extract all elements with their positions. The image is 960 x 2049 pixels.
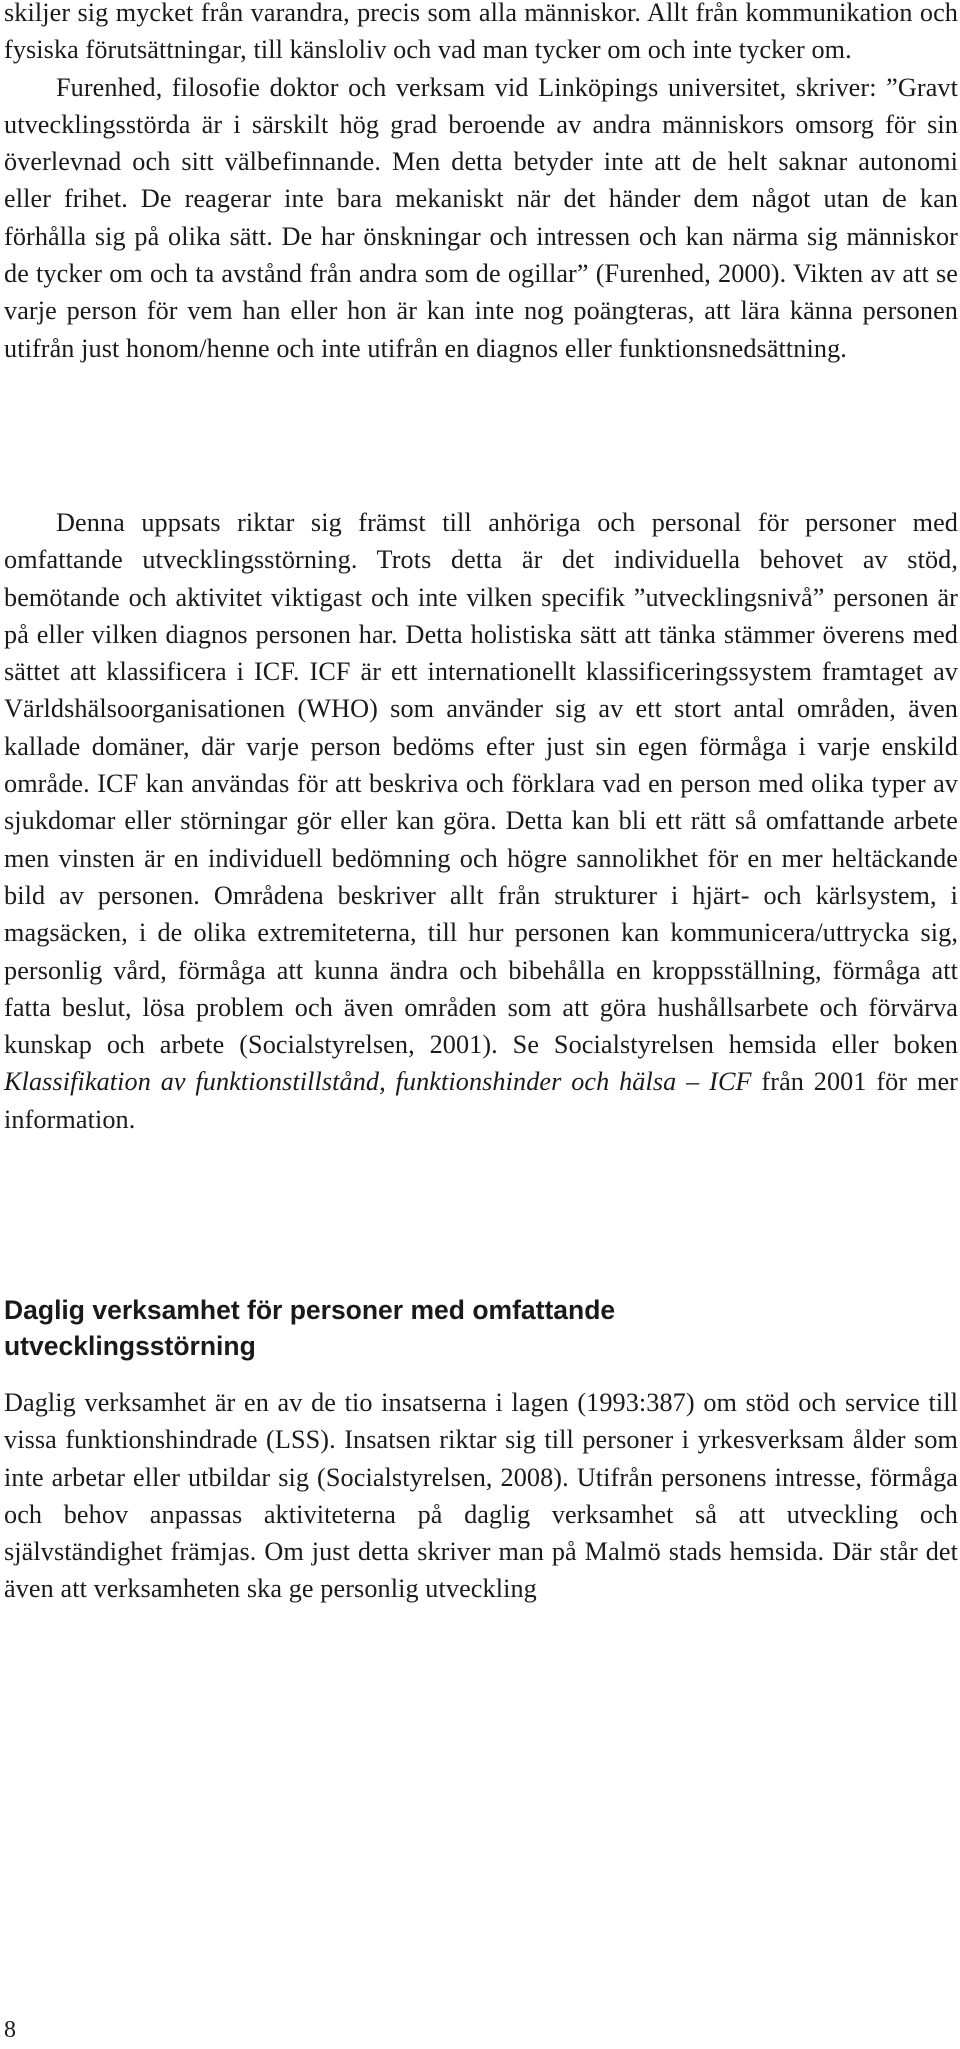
paragraph-continuation: skiljer sig mycket från varandra, precis som alla människor. Allt från kommunikation och fysiska förutsättningar, till känsloliv och vad man tycker om och inte tycker om. — [4, 0, 958, 65]
paragraph-icf-end: från 2001 för mer information. — [4, 1067, 958, 1134]
body-text-top — [4, 0, 958, 367]
book-title: Klassifikation av funktionstillstånd, funktionshinder och hälsa – ICF — [4, 1067, 752, 1097]
paragraph-icf-text: Denna uppsats riktar sig främst till anhöriga och personal för personer med omfattande utvecklingsstörning. Trots detta är det individuella behovet av stöd, bemötande och aktivitet viktigast och inte vilken specifik ”utvecklingsnivå” personen är på eller vilken diagnos personen har. Detta holistiska sätt att tänka stämmer överens med sättet att klassificera i ICF. ICF är ett internationellt klassificeringssystem framtaget av Världshälsoorganisationen (WHO) som använder sig av ett stort antal områden, även kallade domäner, där varje person bedöms efter just sin egen förmåga i varje enskild område. ICF kan användas för att beskriva och förklara vad en person med olika typer av sjukdomar eller störningar gör eller kan göra. Detta kan bli ett rätt så omfattande arbete men vinsten är en individuell bedömning och högre sannolikhet för en mer heltäckande bild av personen. Områdena beskriver allt från strukturer i hjärt- och kärlsystem, i magsäcken, i de olika extremiteterna, till hur personen kan kommunicera/uttrycka sig, personlig vård, förmåga att kunna ändra och bibehålla en kroppsställning, förmåga att fatta beslut, lösa problem och även områden som att göra hushållsarbete och förvärva kunskap och arbete (Socialstyrelsen, 2001). Se Socialstyrelsen hemsida eller boken — [4, 508, 958, 1060]
page-number: 8 — [4, 2017, 16, 2043]
body-text-icf — [4, 504, 958, 1138]
paragraph-icf — [4, 504, 958, 1138]
paragraph-daglig-verksamhet: Daglig verksamhet är en av de tio insatserna i lagen (1993:387) om stöd och service till vissa funktionshindrade (LSS). Insatsen riktar sig till personer i yrkesverksam ålder som inte arbetar eller utbildar sig (Socialstyrelsen, 2008). Utifrån personens intresse, förmåga och behov anpassas aktiviteterna på daglig verksamhet så att utveckling och självständighet främjas. Om just detta skriver man på Malmö stads hemsida. Där står det även att verksamheten ska ge personlig utveckling — [4, 1388, 958, 1604]
section-heading: Daglig verksamhet för personer med omfattande utvecklingsstörning — [4, 1295, 616, 1361]
body-text-daglig-verksamhet — [4, 1384, 958, 1608]
paragraph-furenhed-quote: Furenhed, filosofie doktor och verksam vid Linköpings universitet, skriver: ”Gravt utvecklingsstörda är i särskilt hög grad beroende av andra människors omsorg för sin överlevnad och sitt välbefinnande. Men detta betyder inte att de helt saknar autonomi eller frihet. De reagerar inte bara mekaniskt när det händer dem något utan de kan förhålla sig på olika sätt. De har önskningar och intressen och kan närma sig människor de tycker om och ta avstånd från andra som de ogillar” (Furenhed, 2000). Vikten av att se varje person för vem han eller hon är kan inte nog poängteras, att lära känna personen utifrån just honom/henne och inte utifrån en diagnos eller funktionsnedsättning. — [4, 72, 958, 363]
